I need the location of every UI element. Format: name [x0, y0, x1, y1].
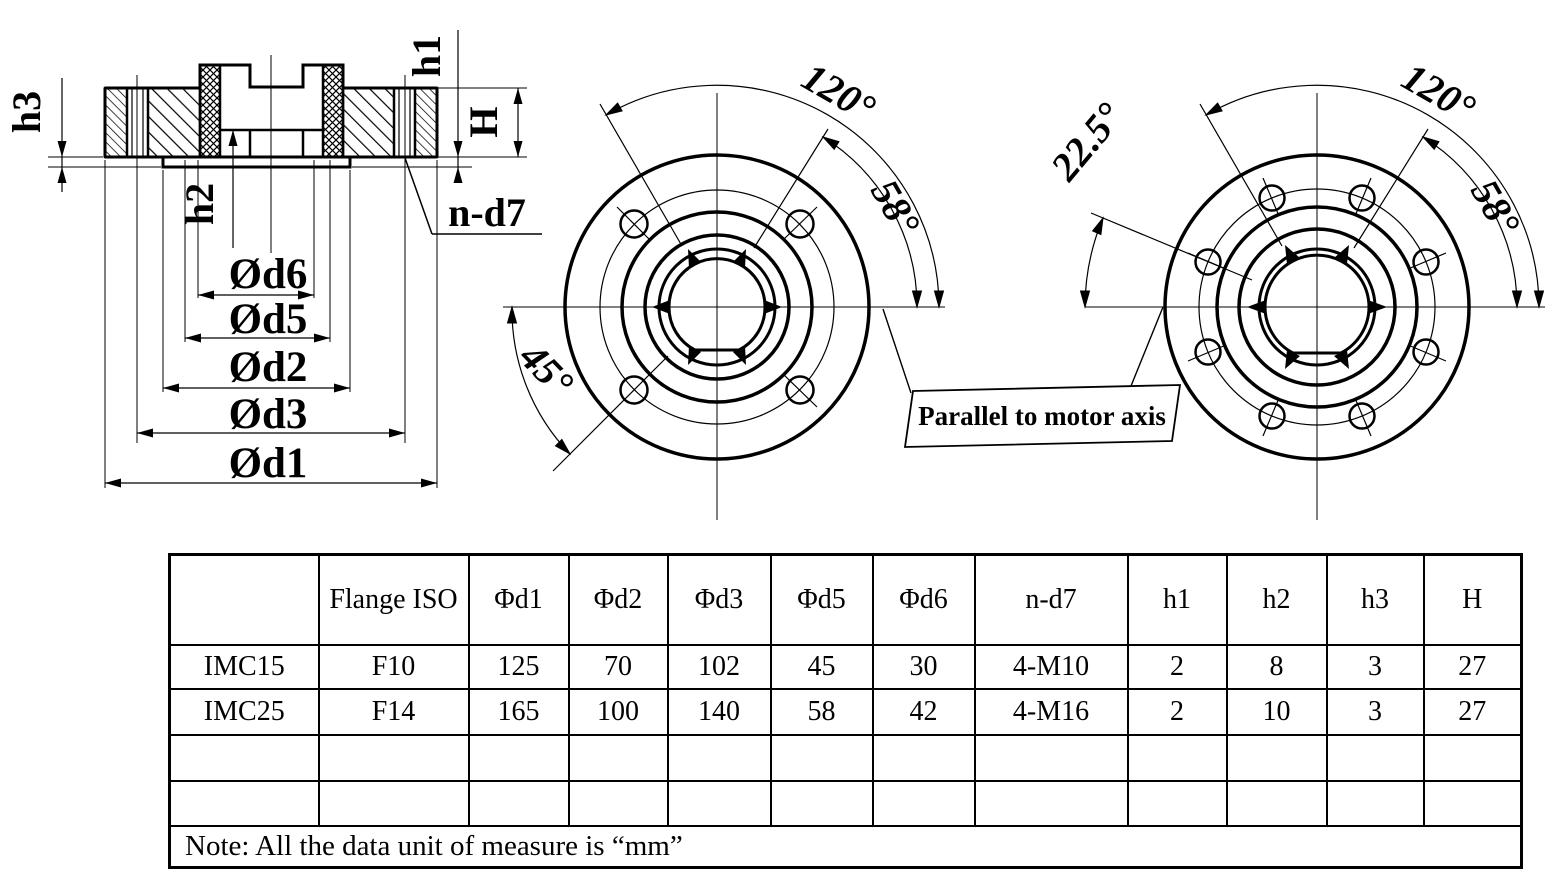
dim-label-nd7: n-d7 [448, 190, 526, 235]
header-h1: h1 [1128, 555, 1227, 645]
cell: 58 [771, 689, 873, 735]
cell: F10 [319, 645, 469, 689]
cell [975, 781, 1128, 826]
cell [1327, 735, 1424, 781]
cell [569, 735, 668, 781]
cell [873, 735, 975, 781]
table-row-empty [170, 735, 1522, 781]
table-note-row [170, 826, 1522, 868]
table-header-row [170, 555, 1522, 645]
table-row-imc25 [170, 689, 1522, 735]
spec-table [168, 553, 1523, 869]
dim-label-h1: h1 [404, 34, 449, 78]
cell [170, 781, 319, 826]
table-row-imc15 [170, 645, 1522, 689]
cell: 2 [1128, 645, 1227, 689]
header-d3: Φd3 [668, 555, 771, 645]
cell [170, 735, 319, 781]
cell [569, 781, 668, 826]
cell: 70 [569, 645, 668, 689]
header-h3: h3 [1327, 555, 1424, 645]
section-hatch-right-mid [343, 88, 394, 157]
cell: 4-M10 [975, 645, 1128, 689]
front-view-4hole [503, 54, 945, 520]
callout-leaders [883, 307, 1163, 393]
angle-label-58-8hole: 58° [1462, 171, 1530, 243]
header-d1: Φd1 [469, 555, 569, 645]
cell [873, 781, 975, 826]
cell [1128, 781, 1227, 826]
dim-label-h3: h3 [4, 90, 49, 134]
angle-label-225-8hole: 22.5° [1041, 93, 1132, 189]
centerlines-8hole [1085, 93, 1545, 520]
cell: 10 [1227, 689, 1327, 735]
header-flange-iso: Flange ISO [319, 555, 469, 645]
cell [1424, 781, 1522, 826]
header-model [170, 555, 319, 645]
header-d6: Φd6 [873, 555, 975, 645]
header-H: H [1424, 555, 1522, 645]
cell: F14 [319, 689, 469, 735]
cell: 102 [668, 645, 771, 689]
section-hatch-left-outer [105, 88, 127, 157]
parallel-callout [883, 307, 1180, 447]
cell [1227, 781, 1327, 826]
cell [668, 735, 771, 781]
section-hatch-right-outer [415, 88, 437, 157]
cell [319, 735, 469, 781]
cell: 165 [469, 689, 569, 735]
cell [469, 735, 569, 781]
dim-label-h2: h2 [177, 182, 222, 226]
cell [668, 781, 771, 826]
dim-label-d1: Ød1 [228, 440, 308, 487]
dim-label-H: H [461, 106, 506, 138]
angle-label-58-4hole: 58° [862, 171, 930, 243]
cell [771, 735, 873, 781]
centerlines-4hole [503, 93, 945, 520]
table-note: Note: All the data unit of measure is “mm” [170, 826, 1522, 868]
dim-label-d6: Ød6 [228, 251, 308, 298]
cell: 27 [1424, 645, 1522, 689]
cell [319, 781, 469, 826]
front-view-8hole [1041, 54, 1545, 520]
section-hatch-left-mid [148, 88, 200, 157]
angle-label-120-8hole: 120° [1394, 53, 1483, 131]
cell [771, 781, 873, 826]
cell: 45 [771, 645, 873, 689]
header-d5: Φd5 [771, 555, 873, 645]
section-crosshatch-right [323, 65, 343, 157]
header-d2: Φd2 [569, 555, 668, 645]
cell [1227, 735, 1327, 781]
header-nd7: n-d7 [975, 555, 1128, 645]
cell: 8 [1227, 645, 1327, 689]
dim-label-d3: Ød3 [228, 391, 308, 438]
table-row-empty [170, 781, 1522, 826]
angle-label-45-4hole: 45° [511, 333, 583, 406]
dim-label-d2: Ød2 [228, 344, 308, 391]
cell [1128, 735, 1227, 781]
cell: IMC25 [170, 689, 319, 735]
cell: 42 [873, 689, 975, 735]
header-h2: h2 [1227, 555, 1327, 645]
cell: 4-M16 [975, 689, 1128, 735]
dim-label-d5: Ød5 [228, 296, 308, 343]
cell: 3 [1327, 689, 1424, 735]
cell: 100 [569, 689, 668, 735]
cell [975, 735, 1128, 781]
cell: 27 [1424, 689, 1522, 735]
section-crosshatch-left [200, 65, 220, 157]
cell: IMC15 [170, 645, 319, 689]
cell [1424, 735, 1522, 781]
cell: 140 [668, 689, 771, 735]
cell: 125 [469, 645, 569, 689]
cell [1327, 781, 1424, 826]
section-view [4, 30, 542, 488]
cell [469, 781, 569, 826]
angle-label-120-4hole: 120° [794, 53, 883, 131]
cell: 2 [1128, 689, 1227, 735]
cell: 3 [1327, 645, 1424, 689]
cell: 30 [873, 645, 975, 689]
callout-text: Parallel to motor axis [918, 401, 1166, 431]
